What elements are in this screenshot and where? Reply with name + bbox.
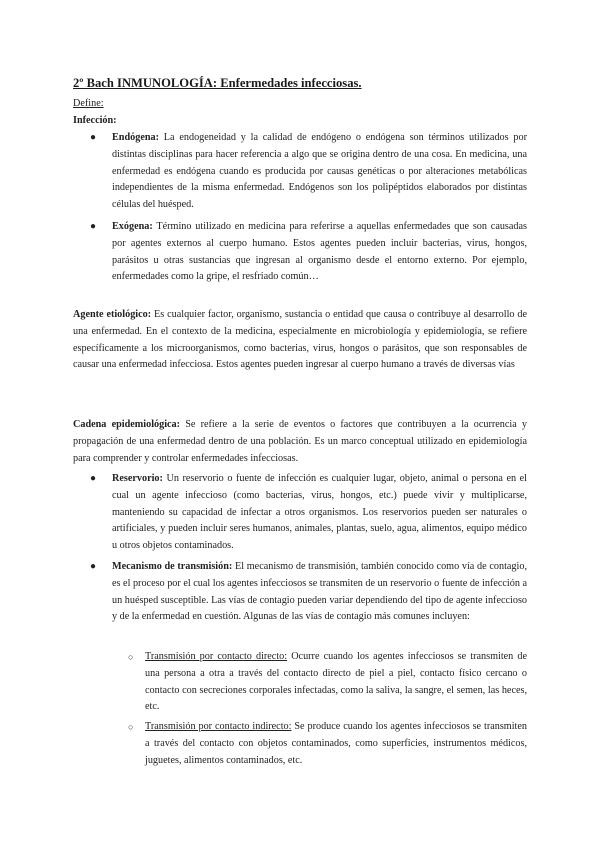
text-endogena: La endogeneidad y la calidad de endógeno o endógena son términos utilizados por distintas disciplinas para hacer referencia a algo que se origina dentro de una cosa. En medicina, una enfermedad es endógena cuando es producida por causas genéticas o por alteraciones metabólicas independientes de la misma enfermedad. Endógenos son los polipéptidos elaborados por distintas células del huésped.	[112, 132, 527, 211]
define-label: Define:	[73, 98, 104, 109]
text-exogena: Término utilizado en medicina para referirse a aquellas enfermedades que son causadas por agentes externos al cuerpo humano. Estos agentes pueden incluir bacterias, virus, hongos, parásitos u otras sustancias que ingresan al organismo desde el entorno externo. Por ejemplo, enfermedades como la gripe, el resfriado común…	[112, 221, 527, 283]
infeccion-label: Infección:	[73, 115, 117, 126]
bullet-icon: ●	[90, 132, 97, 143]
list-item-endogena	[90, 130, 527, 214]
paragraph-agente-etiologico	[73, 307, 527, 374]
bullet-icon: ●	[90, 221, 97, 232]
term-endogena: Endógena:	[112, 132, 159, 143]
term-agente-etiologico: Agente etiológico:	[73, 309, 152, 320]
text-contacto-directo: Ocurre cuando los agentes infecciosos se transmiten de una persona a otra a través del contacto directo de piel a piel, contacto físico cercano o contacto con secreciones corporales infectadas, como la saliva, la sangre, el semen, las heces, etc.	[145, 651, 527, 713]
text-mecanismo: El mecanismo de transmisión, también conocido como vía de contagio, es el proceso por el cual los agentes infecciosos se transmiten de un reservorio o fuente de infección a un huésped susceptible. Las vías de contagio pueden variar dependiendo del tipo de agente infeccioso y de la enfermedad en cuestión. Algunas de las vías de contagio más comunes incluyen:	[112, 561, 527, 623]
term-contacto-indirecto: Transmisión por contacto indirecto:	[145, 721, 292, 732]
term-cadena-epidemiologica: Cadena epidemiológica:	[73, 419, 181, 430]
text-contacto-indirecto: Se produce cuando los agentes infecciosos se transmiten a través del contacto con objetos contaminados, como superficies, instrumentos médicos, juguetes, alimentos contaminados, etc.	[145, 721, 528, 766]
sub-item-contacto-directo	[128, 649, 527, 716]
term-mecanismo: Mecanismo de transmisión:	[112, 561, 233, 572]
sub-item-contacto-indirecto	[128, 719, 528, 769]
bullet-icon: ●	[90, 473, 97, 484]
list-item-mecanismo	[90, 559, 527, 626]
paragraph-cadena-epidemiologica	[73, 417, 527, 467]
term-reservorio: Reservorio:	[112, 473, 163, 484]
term-exogena: Exógena:	[112, 221, 153, 232]
text-cadena-epidemiologica: Se refiere a la serie de eventos o factores que contribuyen a la ocurrencia y propagación de una enfermedad dentro de una población. Es un marco conceptual utilizado en epidemiología para comprender y controlar enfermedades infecciosas.	[73, 419, 527, 464]
page-title: 2º Bach INMUNOLOGÍA: Enfermedades infecciosas.	[73, 76, 362, 90]
list-item-exogena	[90, 219, 527, 286]
sub-bullet-icon: ○	[128, 722, 134, 732]
term-contacto-directo: Transmisión por contacto directo:	[145, 651, 288, 662]
bullet-icon: ●	[90, 561, 97, 572]
text-reservorio: Un reservorio o fuente de infección es cualquier lugar, objeto, animal o persona en el cual un agente infeccioso (como bacterias, virus, hongos, etc.) puede vivir y multiplicarse, manteniendo su capacidad de infectar a otros organismos. Los reservorios pueden ser naturales o artificiales, y pueden incluir seres humanos, animales, plantas, suelo, agua, alimentos, equipo médico u otros objetos contaminados.	[112, 473, 527, 552]
list-item-reservorio	[90, 471, 527, 555]
text-agente-etiologico: Es cualquier factor, organismo, sustancia o entidad que causa o contribuye al desarrollo de una enfermedad. En el contexto de la medicina, especialmente en microbiología y epidemiología, se refiere específicamente a los microorganismos, como bacterias, virus, hongos o parásitos, que son responsables de causar una enfermedad infecciosa. Estos agentes pueden ingresar al cuerpo humano a través de diversas vías	[73, 309, 528, 371]
sub-bullet-icon: ○	[128, 652, 134, 662]
